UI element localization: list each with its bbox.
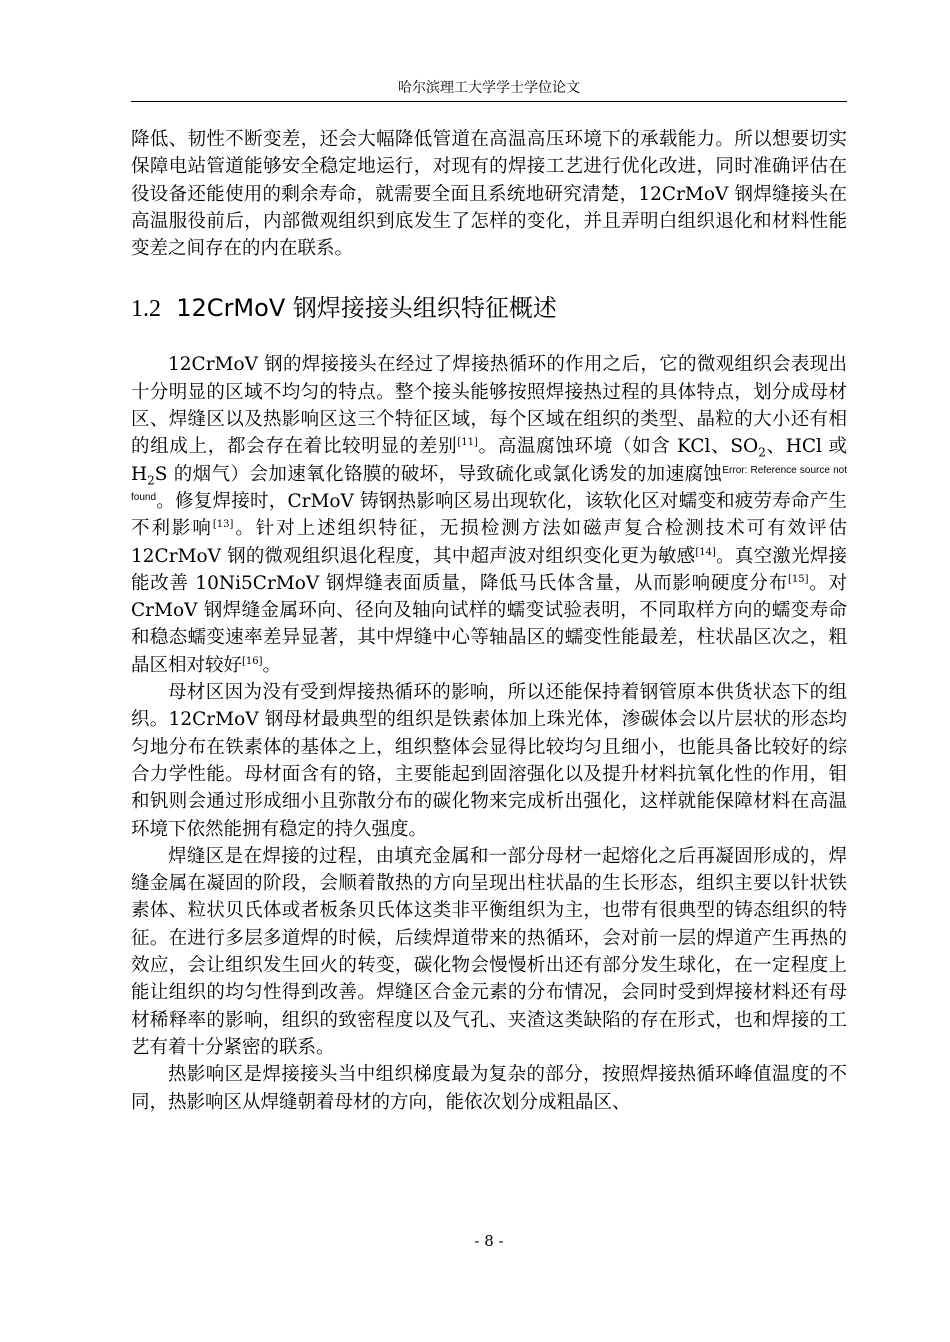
running-header: 哈尔滨理工大学学士学位论文: [398, 80, 580, 96]
paragraph-overview: [131, 351, 847, 679]
text-run: 。针对上述组织特征，无损检测方法如磁声复合检测技术可有效评估 12CrMoV 钢的微观组织退化程度，其中超声波对组织变化更为敏感: [131, 518, 847, 567]
citation-16: [16]: [242, 655, 263, 667]
section-number: 1.2: [131, 296, 161, 323]
citation-15: [15]: [787, 573, 809, 585]
section-title: 12CrMoV 钢焊接接头组织特征概述: [176, 294, 557, 323]
text-run: S 的烟气）会加速氧化铬膜的破坏，导致硫化或氯化诱发的加速腐蚀: [154, 463, 723, 485]
paragraph-weld-zone: 焊缝区是在焊接的过程，由填充金属和一部分母材一起熔化之后再凝固形成的，焊缝金属在凝固的阶段，会顺着散热的方向呈现出柱状晶的生长形态，组织主要以针状铁素体、粒状贝氏体或者板条贝氏体这类非平衡组织为主，也带有很典型的铸态组织的特征。在进行多层多道焊的时候，后续焊道带来的热循环，会对前一层的焊道产生再热的效应，会让组织发生回火的转变，碳化物会慢慢析出还有部分发生球化，在一定程度上能让组织的均匀性得到改善。焊缝区合金元素的分布情况，会同时受到焊接材料还有母材稀释率的影响，组织的致密程度以及气孔、夹渣这类缺陷的存在形式，也和焊接的工艺有着十分紧密的联系。: [131, 845, 847, 1058]
citation-13: [13]: [212, 519, 234, 531]
text-run: 。: [262, 654, 282, 676]
citation-14: [14]: [695, 546, 716, 558]
text-run: 。高温腐蚀环境（如含 KCl、SO: [477, 436, 759, 458]
text-run: 12CrMoV 钢的焊接接头在经过了焊接热循环的作用之后，它的微观组织会表现出十分明显的区域不均匀的特点。整个接头能够按照焊接热过程的具体特点，划分成母材区、焊缝区以及热影响区这三个特征区域，每个区域在组织的类型、晶粒的大小还有相的组成上，都会存在着比较明显的差别: [131, 354, 847, 458]
paragraph-continuation: 降低、韧性不断变差，还会大幅降低管道在高温高压环境下的承载能力。所以想要切实保障电站管道能够安全稳定地运行，对现有的焊接工艺进行优化改进，同时准确评估在役设备还能使用的剩余寿命，就需要全面且系统地研究清楚，12CrMoV 钢焊缝接头在高温服役前后，内部微观组织到底发生了怎样的变化，并且弄明白组织退化和材料性能变差之间存在的内在联系。: [131, 129, 847, 260]
paragraph-haz: 热影响区是焊接接头当中组织梯度最为复杂的部分，按照焊接热循环峰值温度的不同，热影响区从焊缝朝着母材的方向，能依次划分成粗晶区、: [131, 1064, 847, 1113]
subscript: 2: [758, 446, 766, 461]
paragraph-base-metal: 母材区因为没有受到焊接热循环的影响，所以还能保持着钢管原本供货状态下的组织。12CrMoV 钢母材最典型的组织是铁素体加上珠光体，渗碳体会以片层状的形态均匀地分布在铁素体的基体之上，组织整体会显得比较均匀且细小，也能具备比较好的综合力学性能。母材面含有的铬，主要能起到固溶强化以及提升材料抗氧化性的作用，钼和钒则会通过形成细小且弥散分布的碳化物来完成析出强化，这样就能保障材料在高温环境下依然能拥有稳定的持久强度。: [131, 682, 847, 840]
page-number: - 8 -: [474, 1232, 504, 1250]
citation-error: Error: Reference source not found: [131, 464, 847, 503]
text-run: 。修复焊接时，CrMoV 铸钢热影响区易出现软化，该软化区对蠕变和疲劳寿命产生不利影响: [131, 490, 847, 540]
text-run: 、HCl 或 H: [131, 436, 847, 485]
page-body: [131, 126, 847, 1116]
text-run: 。对 CrMoV 钢焊缝金属环向、径向及轴向试样的蠕变试验表明，不同取样方向的蠕变寿命和稳态蠕变速率差异显著，其中焊缝中心等轴晶区的蠕变性能最差，柱状晶区次之，粗晶区相对较好: [131, 572, 847, 676]
subscript: 2: [147, 473, 155, 488]
citation-11: [11]: [457, 437, 478, 449]
text-run: 。真空激光焊接能改善 10Ni5CrMoV 钢焊缝表面质量，降低马氏体含量，从而影响硬度分布: [131, 545, 847, 594]
section-heading: [131, 288, 847, 329]
header-rule: [131, 101, 847, 102]
